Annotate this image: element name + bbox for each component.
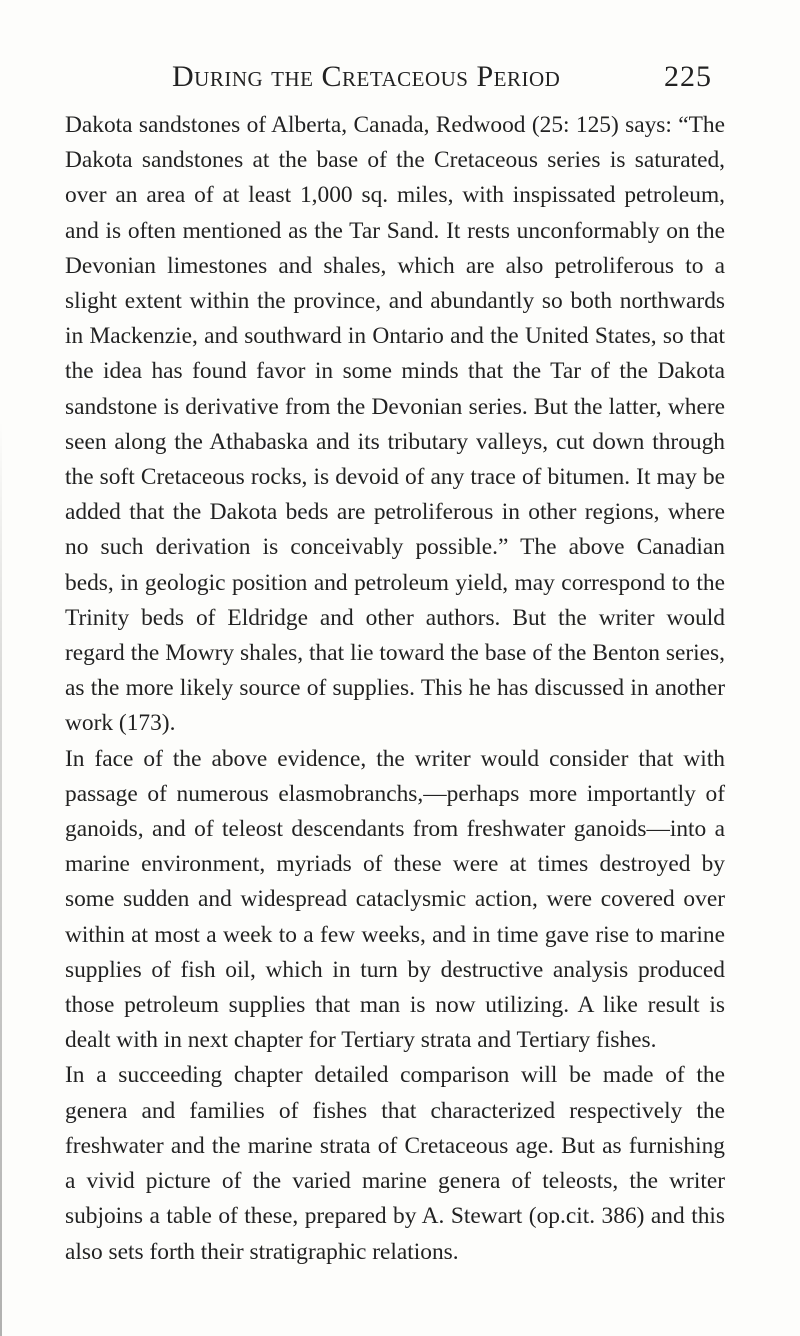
body-text (65, 108, 725, 1270)
paragraph-2: In face of the above evidence, the writer would consider that with passage of numerous elasmobranchs,—perhaps more importantly of ganoids, and of teleost descendants from freshwater ganoids—into a marine environment, myriads of these were at times destroyed by some sudden and widespread cataclysmic action, were covered over within at most a week to a few weeks, and in time gave rise to marine supplies of fish oil, which in turn by destructive analysis produced those petroleum supplies that man is now utilizing. A like result is dealt with in next chapter for Tertiary strata and Tertiary fishes. (65, 745, 725, 1054)
running-title: During the Cretaceous Period (172, 60, 561, 93)
page-gutter-shadow (0, 420, 2, 1336)
running-header (172, 60, 712, 100)
paragraph-3: In a succeeding chapter detailed comparison will be made of the genera and families of fishes that characterized respectively the freshwater and the marine strata of Cretaceous age. But as furnishing a vivid picture of the varied marine genera of teleosts, the writer subjoins a table of these, prepared by A. Stewart (op.cit. 386) and this also sets forth their stratigraphic relations. (65, 1062, 725, 1265)
paragraph-1: Dakota sandstones of Alberta, Canada, Redwood (25: 125) says: “The Dakota sandstones at the base of the Cretaceous series is saturated, over an area of at least 1,000 sq. miles, with inspissated petroleum, and is often mentioned as the Tar Sand. It rests unconformably on the Devonian limestones and shales, which are also petroliferous to a slight extent within the province, and abundantly so both northwards in Mackenzie, and southward in Ontario and the United States, so that the idea has found favor in some minds that the Tar of the Dakota sandstone is derivative from the Devonian series. But the latter, where seen along the Athabaska and its tributary valleys, cut down through the soft Cretaceous rocks, is devoid of any trace of bitumen. It may be added that the Dakota beds are petroliferous in other regions, where no such derivation is conceivably possible.” The above Canadian beds, in geologic position and petroleum yield, may correspond to the Trinity beds of Eldridge and other authors. But the writer would regard the Mowry shales, that lie toward the base of the Benton series, as the more likely source of supplies. This he has discussed in another work (173). (65, 112, 725, 737)
page-number: 225 (664, 60, 712, 93)
